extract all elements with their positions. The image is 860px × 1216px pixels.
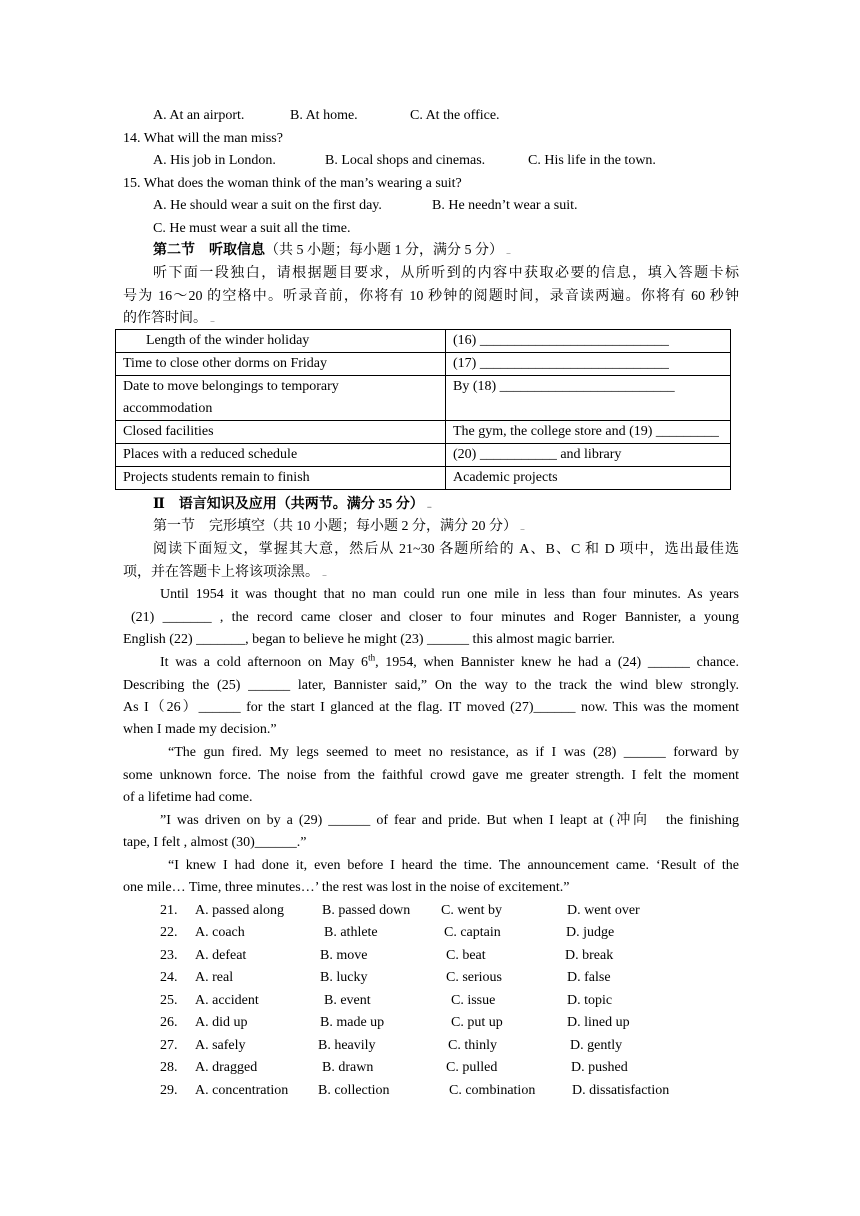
table-cell-label: Time to close other dorms on Friday — [116, 353, 446, 376]
passage-line: (21) _______ , the record came closer and closer to four minutes and Roger Bannister, a young — [131, 610, 739, 625]
part2-heading-text: Ⅱ 语言知识及应用（共两节。满分 35 分） — [153, 497, 424, 512]
option-a: A. concentration — [195, 1083, 289, 1098]
section2-instruction-line: 听下面一段独白，请根据题目要求，从所听到的内容中获取必要的信息，填入答题卡标 — [153, 266, 739, 281]
option-b: B. athlete — [324, 925, 378, 940]
table-cell-answer: (20) ___________ and library — [446, 444, 731, 467]
part2-instruction-line: 阅读下面短文，掌握其大意，然后从 21~30 各题所给的 A、B、C 和 D 项中，选出最佳选 — [153, 542, 739, 557]
question-number: 28. — [160, 1060, 178, 1075]
option-d: D. lined up — [567, 1015, 630, 1030]
table-cell-answer: Academic projects — [446, 467, 731, 490]
table-cell-label: Closed facilities — [116, 421, 446, 444]
listening-info-table — [115, 329, 731, 490]
q15-option-a: A. He should wear a suit on the first day. — [153, 198, 382, 213]
option-a: A. dragged — [195, 1060, 258, 1075]
table-cell-answer: The gym, the college store and (19) _________ — [446, 421, 731, 444]
q14-option-b: B. Local shops and cinemas. — [325, 153, 486, 168]
question-number: 23. — [160, 948, 178, 963]
option-b: B. move — [320, 948, 368, 963]
question-number: 26. — [160, 1015, 178, 1030]
section2-instruction-last — [123, 310, 214, 329]
passage-line: “The gun fired. My legs seemed to meet no resistance, as if I was (28) ______ forward by — [168, 745, 739, 760]
question-number: 29. — [160, 1083, 178, 1098]
section2-instruction-line: 的作答时间。 — [123, 311, 207, 326]
passage-line: ”I was driven on by a (29) ______ of fear and pride. But when I leapt at (冲向 the finishing — [160, 813, 739, 828]
table-row — [116, 421, 731, 444]
option-b: B. passed down — [322, 903, 411, 918]
option-d: D. gently — [570, 1038, 623, 1053]
option-c: C. thinly — [448, 1038, 498, 1053]
passage-line: when I made my decision.” — [123, 722, 277, 737]
passage-line: of a lifetime had come. — [123, 790, 253, 805]
section2-heading — [153, 242, 510, 261]
option-a: A. coach — [195, 925, 245, 940]
q14-question: 14. What will the man miss? — [123, 131, 283, 146]
question-number: 27. — [160, 1038, 178, 1053]
option-c: C. combination — [449, 1083, 536, 1098]
table-row — [116, 376, 731, 421]
table-cell-label: Length of the winder holiday — [116, 330, 446, 353]
passage-line: some unknown force. The noise from the faithful crowd gave me greater strength. I felt the moment — [123, 768, 739, 783]
table-row — [116, 444, 731, 467]
option-d: D. topic — [567, 993, 613, 1008]
ellipsis-mark: .... — [210, 315, 214, 324]
question-number: 22. — [160, 925, 178, 940]
table-cell-label: Places with a reduced schedule — [116, 444, 446, 467]
option-c: C. captain — [444, 925, 501, 940]
ellipsis-mark: .... — [520, 523, 524, 532]
option-c: C. issue — [451, 993, 496, 1008]
table-cell-answer: (16) ___________________________ — [446, 330, 731, 353]
part2-section1-heading-text: 第一节 完形填空（共 10 小题；每小题 2 分，满分 20 分） — [153, 519, 517, 534]
part2-heading — [153, 496, 431, 515]
q15-question: 15. What does the woman think of the man’s wearing a suit? — [123, 176, 462, 191]
q14-option-a: A. His job in London. — [153, 153, 276, 168]
passage-line: tape, I felt , almost (30)______.” — [123, 835, 307, 850]
option-c: C. serious — [446, 970, 502, 985]
q13-option-c: C. At the office. — [410, 108, 500, 123]
q13-option-b: B. At home. — [290, 108, 358, 123]
option-b: B. collection — [318, 1083, 390, 1098]
passage-line: English (22) _______, began to believe he might (23) ______ this almost magic barrier. — [123, 632, 615, 647]
option-b: B. lucky — [320, 970, 368, 985]
option-a: A. defeat — [195, 948, 247, 963]
passage-line: Until 1954 it was thought that no man could run one mile in less than four minutes. As years — [160, 587, 739, 602]
passage-line: one mile… Time, three minutes…’ the rest was lost in the noise of excitement.” — [123, 880, 570, 895]
table-cell-label — [116, 376, 446, 421]
section2-heading-title: 第二节 听取信息 — [153, 243, 265, 258]
table-row — [116, 330, 731, 353]
ellipsis-mark: .... — [426, 501, 431, 510]
q13-option-a: A. At an airport. — [153, 108, 245, 123]
option-a: A. did up — [195, 1015, 248, 1030]
section2-instruction-line: 号为 16～20 的空格中。听录音前，你将有 10 秒钟的阅题时间，录音读两遍。你将有 60 秒钟 — [123, 289, 739, 304]
passage-line: Describing the (25) ______ later, Bannister said,” On the way to the track the wind blew strongly. — [123, 678, 739, 693]
passage-line-with-superscript: It was a cold afternoon on May 6th, 1954, when Bannister knew he had a (24) ______ chance. — [160, 652, 740, 670]
option-b: B. heavily — [318, 1038, 376, 1053]
table-cell-label-line: accommodation — [123, 401, 213, 416]
q15-option-c: C. He must wear a suit all the time. — [153, 221, 351, 236]
option-c: C. put up — [451, 1015, 503, 1030]
section2-heading-scoring: （共 5 小题；每小题 1 分，满分 5 分） — [265, 243, 503, 258]
option-c: C. beat — [446, 948, 486, 963]
q15-option-b: B. He needn’t wear a suit. — [432, 198, 578, 213]
passage-line: “I knew I had done it, even before I heard the time. The announcement came. ‘Result of the — [168, 858, 739, 873]
option-d: D. went over — [567, 903, 640, 918]
part2-instruction-line: 项，并在答题卡上将该项涂黑。 — [123, 565, 319, 580]
table-cell-answer: (17) ___________________________ — [446, 353, 731, 376]
table-cell-label: Projects students remain to finish — [116, 467, 446, 490]
option-a: A. accident — [195, 993, 259, 1008]
ellipsis-mark: .... — [506, 247, 510, 256]
question-number: 24. — [160, 970, 178, 985]
table-cell-label-line: Date to move belongings to temporary — [123, 379, 339, 394]
option-d: D. judge — [566, 925, 615, 940]
q14-option-c: C. His life in the town. — [528, 153, 656, 168]
option-d: D. pushed — [571, 1060, 628, 1075]
option-d: D. dissatisfaction — [572, 1083, 670, 1098]
option-a: A. passed along — [195, 903, 285, 918]
table-cell-answer: By (18) _________________________ — [446, 376, 731, 421]
option-a: A. real — [195, 970, 234, 985]
part2-section1-heading — [153, 518, 524, 537]
option-b: B. made up — [320, 1015, 385, 1030]
table-row — [116, 353, 731, 376]
option-c: C. pulled — [446, 1060, 498, 1075]
part2-instruction-last — [123, 564, 326, 583]
table-row — [116, 467, 731, 490]
option-d: D. false — [567, 970, 611, 985]
passage-line: As I（26）______ for the start I glanced at the flag. IT moved (27)______ now. This was the moment — [123, 700, 739, 715]
option-d: D. break — [565, 948, 614, 963]
option-a: A. safely — [195, 1038, 246, 1053]
option-c: C. went by — [441, 903, 503, 918]
ellipsis-mark: .... — [322, 569, 326, 578]
option-b: B. event — [324, 993, 371, 1008]
question-number: 21. — [160, 903, 178, 918]
question-number: 25. — [160, 993, 178, 1008]
option-b: B. drawn — [322, 1060, 374, 1075]
